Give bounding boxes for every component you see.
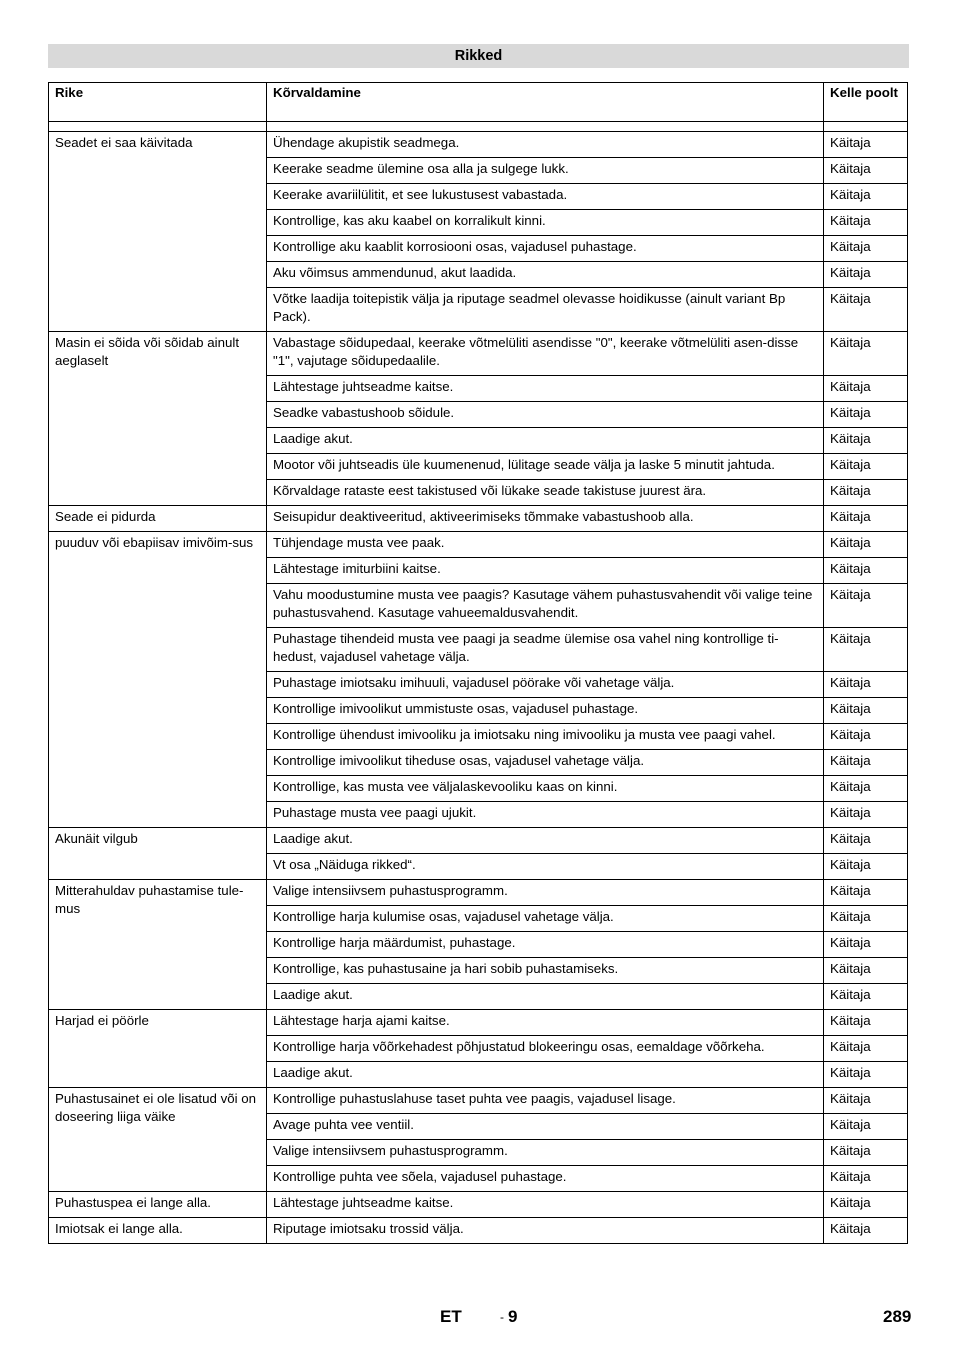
header-gap: [49, 122, 908, 132]
remedy-cell: Puhastage tihendeid musta vee paagi ja seadme ülemise osa vahel ning kontrollige ti-hedust, vajadusel vahetage välja.: [267, 628, 824, 672]
fault-cell: Masin ei sõida või sõidab ainult aeglaselt: [49, 332, 267, 506]
remedy-cell: Kontrollige imivoolikut ummistuste osas, vajadusel puhastage.: [267, 698, 824, 724]
remedy-cell: Lähtestage juhtseadme kaitse.: [267, 1192, 824, 1218]
by-whom-cell: Käitaja: [824, 880, 908, 906]
by-whom-cell: Käitaja: [824, 906, 908, 932]
by-whom-cell: Käitaja: [824, 984, 908, 1010]
remedy-cell: Laadige akut.: [267, 428, 824, 454]
table-row: [49, 132, 908, 158]
footer-dash: -: [500, 1310, 504, 1324]
table-row: [49, 1088, 908, 1114]
remedy-cell: Aku võimsus ammendunud, akut laadida.: [267, 262, 824, 288]
by-whom-cell: Käitaja: [824, 506, 908, 532]
remedy-cell: Kontrollige harja määrdumist, puhastage.: [267, 932, 824, 958]
by-whom-cell: Käitaja: [824, 1062, 908, 1088]
remedy-cell: Tühjendage musta vee paak.: [267, 532, 824, 558]
by-whom-cell: Käitaja: [824, 332, 908, 376]
remedy-cell: Laadige akut.: [267, 984, 824, 1010]
remedy-cell: Kontrollige ühendust imivooliku ja imiotsaku ning imivooliku ja musta vee paagi vahel.: [267, 724, 824, 750]
remedy-cell: Keerake seadme ülemine osa alla ja sulgege lukk.: [267, 158, 824, 184]
by-whom-cell: Käitaja: [824, 854, 908, 880]
table-row: [49, 332, 908, 376]
remedy-cell: Vahu moodustumine musta vee paagis? Kasutage vähem puhastusvahendit või valige teine puhastusvahend. Kasutage vahueemaldusvahendit.: [267, 584, 824, 628]
remedy-cell: Lähtestage imiturbiini kaitse.: [267, 558, 824, 584]
by-whom-cell: Käitaja: [824, 584, 908, 628]
remedy-cell: Vt osa „Näiduga rikked“.: [267, 854, 824, 880]
by-whom-cell: Käitaja: [824, 672, 908, 698]
by-whom-cell: Käitaja: [824, 932, 908, 958]
fault-cell: puuduv või ebapiisav imivõim-sus: [49, 532, 267, 828]
remedy-cell: Võtke laadija toitepistik välja ja riputage seadmel olevasse hoidikusse (ainult variant Bp Pack).: [267, 288, 824, 332]
fault-cell: Seade ei pidurda: [49, 506, 267, 532]
by-whom-cell: Käitaja: [824, 184, 908, 210]
remedy-cell: Kontrollige, kas puhastusaine ja hari sobib puhastamiseks.: [267, 958, 824, 984]
remedy-cell: Kontrollige imivoolikut tiheduse osas, vajadusel vahetage välja.: [267, 750, 824, 776]
by-whom-cell: Käitaja: [824, 1088, 908, 1114]
remedy-cell: Ühendage akupistik seadmega.: [267, 132, 824, 158]
by-whom-cell: Käitaja: [824, 750, 908, 776]
by-whom-cell: Käitaja: [824, 402, 908, 428]
by-whom-cell: Käitaja: [824, 158, 908, 184]
remedy-cell: Laadige akut.: [267, 1062, 824, 1088]
fault-cell: Harjad ei pöörle: [49, 1010, 267, 1088]
by-whom-cell: Käitaja: [824, 802, 908, 828]
by-whom-cell: Käitaja: [824, 1140, 908, 1166]
table-row: [49, 880, 908, 906]
by-whom-cell: Käitaja: [824, 828, 908, 854]
by-whom-cell: Käitaja: [824, 724, 908, 750]
faults-body: [49, 122, 908, 1244]
section-title: Rikked: [48, 44, 909, 68]
by-whom-cell: Käitaja: [824, 210, 908, 236]
by-whom-cell: Käitaja: [824, 132, 908, 158]
footer-section-page: 9: [508, 1307, 518, 1326]
remedy-cell: Mootor või juhtseadis üle kuumenenud, lülitage seade välja ja laske 5 minutit jahtuda.: [267, 454, 824, 480]
fault-cell: Puhastuspea ei lange alla.: [49, 1192, 267, 1218]
fault-cell: Puhastusainet ei ole lisatud või on doseering liiga väike: [49, 1088, 267, 1192]
faults-table: [48, 82, 908, 1244]
remedy-cell: Valige intensiivsem puhastusprogramm.: [267, 1140, 824, 1166]
by-whom-cell: Käitaja: [824, 1114, 908, 1140]
remedy-cell: Keerake avariilülitit, et see lukustusest vabastada.: [267, 184, 824, 210]
by-whom-cell: Käitaja: [824, 558, 908, 584]
by-whom-cell: Käitaja: [824, 776, 908, 802]
fault-cell: Imiotsak ei lange alla.: [49, 1218, 267, 1244]
remedy-cell: Riputage imiotsaku trossid välja.: [267, 1218, 824, 1244]
remedy-cell: Kontrollige puhastuslahuse taset puhta vee paagis, vajadusel lisage.: [267, 1088, 824, 1114]
fault-cell: Akunäit vilgub: [49, 828, 267, 880]
by-whom-cell: Käitaja: [824, 1166, 908, 1192]
header-gap-cell: [267, 122, 824, 132]
by-whom-cell: Käitaja: [824, 958, 908, 984]
table-row: [49, 506, 908, 532]
table-row: [49, 1010, 908, 1036]
header-fault: Rike: [49, 83, 267, 122]
remedy-cell: Kontrollige, kas aku kaabel on korralikult kinni.: [267, 210, 824, 236]
remedy-cell: Kontrollige puhta vee sõela, vajadusel puhastage.: [267, 1166, 824, 1192]
by-whom-cell: Käitaja: [824, 1010, 908, 1036]
table-row: [49, 1192, 908, 1218]
remedy-cell: Lähtestage juhtseadme kaitse.: [267, 376, 824, 402]
header-gap-cell: [824, 122, 908, 132]
header-by-whom: Kelle poolt: [824, 83, 908, 122]
by-whom-cell: Käitaja: [824, 532, 908, 558]
table-header-row: [49, 83, 908, 122]
remedy-cell: Puhastage musta vee paagi ujukit.: [267, 802, 824, 828]
remedy-cell: Vabastage sõidupedaal, keerake võtmelüliti asendisse "0", keerake võtmelüliti asen-disse "1", vajutage sõidupedaalile.: [267, 332, 824, 376]
by-whom-cell: Käitaja: [824, 376, 908, 402]
footer-language: ET: [440, 1307, 462, 1326]
remedy-cell: Seadke vabastushoob sõidule.: [267, 402, 824, 428]
header-gap-cell: [49, 122, 267, 132]
remedy-cell: Kontrollige, kas musta vee väljalaskevooliku kaas on kinni.: [267, 776, 824, 802]
by-whom-cell: Käitaja: [824, 628, 908, 672]
table-row: [49, 828, 908, 854]
remedy-cell: Lähtestage harja ajami kaitse.: [267, 1010, 824, 1036]
fault-cell: Mitterahuldav puhastamise tule-mus: [49, 880, 267, 1010]
by-whom-cell: Käitaja: [824, 236, 908, 262]
remedy-cell: Puhastage imiotsaku imihuuli, vajadusel pöörake või vahetage välja.: [267, 672, 824, 698]
by-whom-cell: Käitaja: [824, 1218, 908, 1244]
remedy-cell: Avage puhta vee ventiil.: [267, 1114, 824, 1140]
fault-cell: Seadet ei saa käivitada: [49, 132, 267, 332]
remedy-cell: Kontrollige harja kulumise osas, vajadusel vahetage välja.: [267, 906, 824, 932]
by-whom-cell: Käitaja: [824, 1036, 908, 1062]
by-whom-cell: Käitaja: [824, 1192, 908, 1218]
table-row: [49, 1218, 908, 1244]
table-row: [49, 532, 908, 558]
remedy-cell: Valige intensiivsem puhastusprogramm.: [267, 880, 824, 906]
by-whom-cell: Käitaja: [824, 262, 908, 288]
remedy-cell: Kontrollige harja võõrkehadest põhjustatud blokeeringu osas, eemaldage võõrkeha.: [267, 1036, 824, 1062]
by-whom-cell: Käitaja: [824, 428, 908, 454]
by-whom-cell: Käitaja: [824, 454, 908, 480]
header-remedy: Kõrvaldamine: [267, 83, 824, 122]
footer-page-number: 289: [883, 1307, 912, 1326]
by-whom-cell: Käitaja: [824, 288, 908, 332]
by-whom-cell: Käitaja: [824, 480, 908, 506]
remedy-cell: Kontrollige aku kaablit korrosiooni osas, vajadusel puhastage.: [267, 236, 824, 262]
remedy-cell: Seisupidur deaktiveeritud, aktiveerimiseks tõmmake vabastushoob alla.: [267, 506, 824, 532]
remedy-cell: Kõrvaldage rataste eest takistused või lükake seade takistuse juurest ära.: [267, 480, 824, 506]
by-whom-cell: Käitaja: [824, 698, 908, 724]
remedy-cell: Laadige akut.: [267, 828, 824, 854]
